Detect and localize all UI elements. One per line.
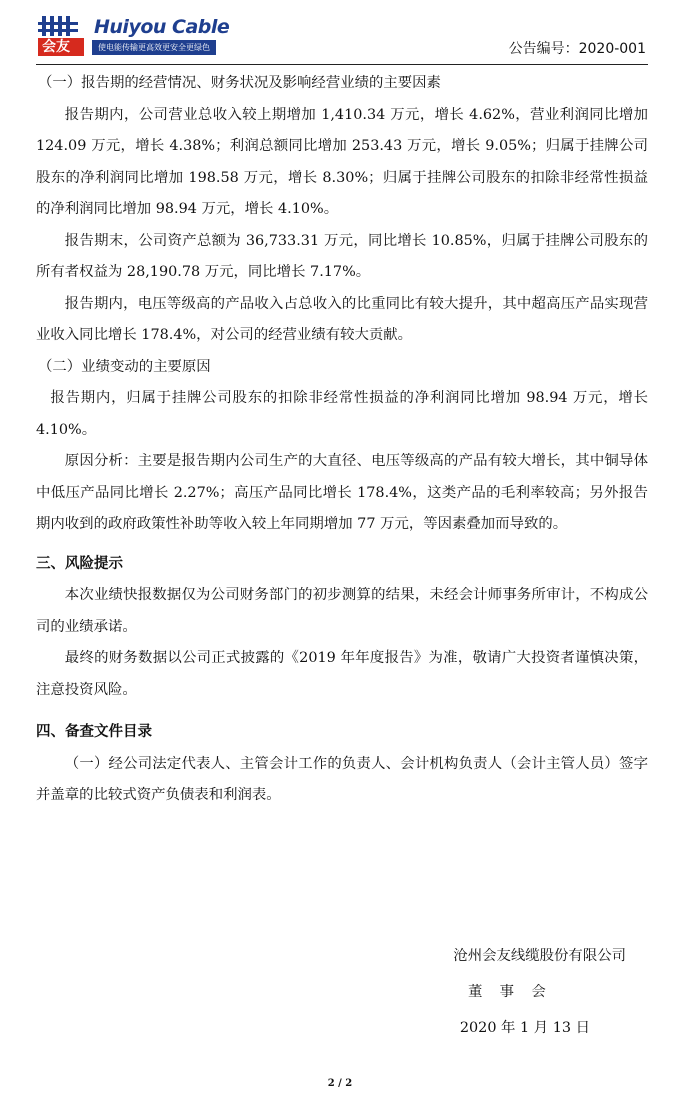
company-logo xyxy=(36,14,256,58)
paragraph: （一）经公司法定代表人、主管会计工作的负责人、会计机构负责人（会计主管人员）签字并盖章的比较式资产负债表和利润表。 xyxy=(36,755,648,803)
signature-date: 2020 年 1 月 13 日 xyxy=(459,1020,590,1036)
subsection-title-1: （一）报告期的经营情况、财务状况及影响经营业绩的主要因素 xyxy=(38,75,441,91)
paragraph: 报告期内，归属于挂牌公司股东的扣除非经常性损益的净利润同比增加 98.94 万元，增长 4.10%。 xyxy=(36,390,648,438)
page-number: 2 / 2 xyxy=(327,1078,353,1089)
paragraph: 本次业绩快报数据仅为公司财务部门的初步测算的结果，未经会计师事务所审计，不构成公司的业绩承诺。 xyxy=(36,587,648,635)
section-title-risk: 三、风险提示 xyxy=(36,555,123,572)
paragraph: 报告期内，公司营业总收入较上期增加 1,410.34 万元，增长 4.62%，营业利润同比增加 124.09 万元，增长 4.38%；利润总额同比增加 253.43 万元，增长 9.05%；归属于挂牌公司股东的净利润同比增加 198.58 万元，增长 8.30%；归属于挂牌公司股东的扣除非经常性损益的净利润同比增加 98.94 万元，增长 4.10%。 xyxy=(36,106,648,217)
paragraph: 原因分析：主要是报告期内公司生产的大直径、电压等级高的产品有较大增长，其中铜导体中低压产品同比增长 2.27%；高压产品同比增长 178.4%，这类产品的毛利率较高；另外报告期内收到的政府政策性补助等收入较上年同期增加 77 万元，等因素叠加而导致的。 xyxy=(36,453,648,532)
paragraph: 报告期末，公司资产总额为 36,733.31 万元，同比增长 10.85%，归属于挂牌公司股东的所有者权益为 28,190.78 万元，同比增长 7.17%。 xyxy=(36,232,648,280)
subsection-title-2: （二）业绩变动的主要原因 xyxy=(38,358,211,375)
logo-cn-text: 会友 xyxy=(42,39,70,55)
notice-number: 公告编号：2020-001 xyxy=(508,41,646,57)
page-header xyxy=(36,14,646,64)
signature-company: 沧州会友线缆股份有限公司 xyxy=(453,948,626,964)
document-body xyxy=(36,68,648,812)
section-title-documents: 四、备查文件目录 xyxy=(36,724,152,740)
logo-slogan: 使电能传输更高效更安全更绿色 xyxy=(92,40,216,55)
header-divider xyxy=(36,64,648,65)
signature-block xyxy=(36,938,648,1046)
paragraph: 报告期内，电压等级高的产品收入占总收入的比重同比有较大提升，其中超高压产品实现营业收入同比增长 178.4%，对公司的经营业绩有较大贡献。 xyxy=(36,295,648,343)
logo-brand-name: Huiyou Cable xyxy=(94,16,230,38)
signature-board: 董事会 xyxy=(467,984,563,1000)
paragraph: 最终的财务数据以公司正式披露的《2019 年年度报告》为准，敬请广大投资者谨慎决策，注意投资风险。 xyxy=(36,650,648,698)
